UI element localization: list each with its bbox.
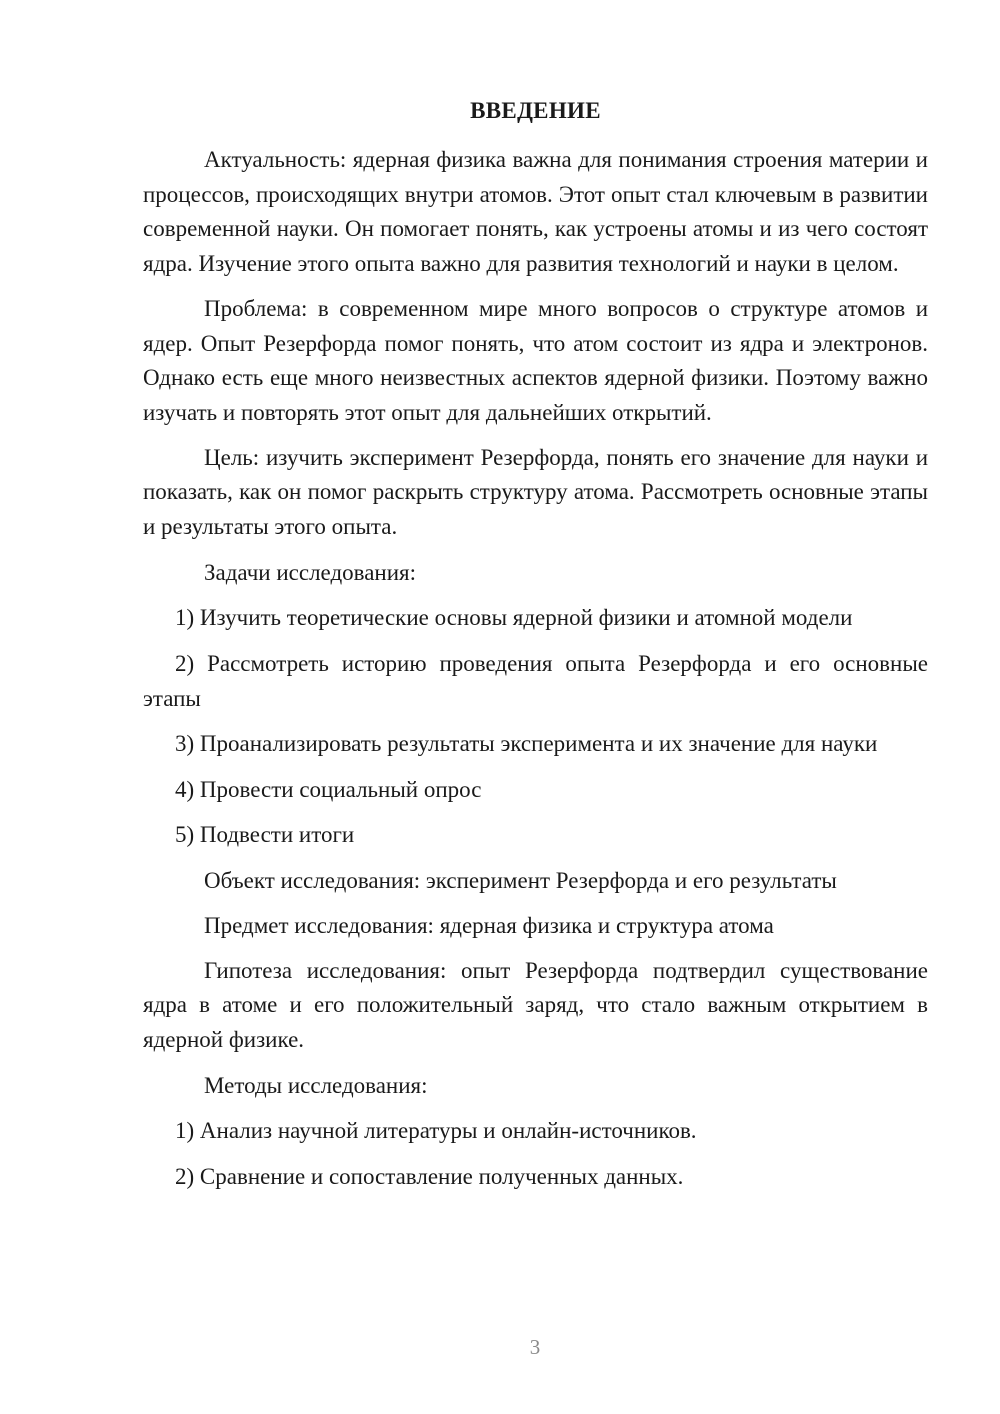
research-subject: Предмет исследования: ядерная физика и структура атома	[204, 913, 774, 939]
methods-heading: Методы исследования:	[204, 1072, 428, 1098]
research-object: Объект исследования: эксперимент Резерфорда и его результаты	[204, 867, 837, 893]
task-item-1: 1) Изучить теоретические основы ядерной физики и атомной модели	[175, 605, 853, 631]
method-item-2: 2) Сравнение и сопоставление полученных данных.	[175, 1163, 684, 1189]
problem-paragraph: Проблема: в современном мире много вопросов о структуре атомов и ядер. Опыт Резерфорда помог понять, что атом состоит из ядра и электронов. Однако есть еще много неизвестных аспектов ядерной физики. Поэтому важно изучать и повторять этот опыт для дальнейших открытий.	[143, 295, 928, 425]
relevance-paragraph: Актуальность: ядерная физика важна для понимания строения материи и процессов, происходящих внутри атомов. Этот опыт стал ключевым в развитии современной науки. Он помогает понять, как устроены атомы и из чего состоят ядра. Изучение этого опыта важно для развития технологий и науки в целом.	[143, 147, 928, 277]
method-item-1: 1) Анализ научной литературы и онлайн-источников.	[175, 1118, 697, 1144]
goal-paragraph: Цель: изучить эксперимент Резерфорда, понять его значение для науки и показать, как он помог раскрыть структуру атома. Рассмотреть основные этапы и результаты этого опыта.	[143, 444, 928, 540]
tasks-heading: Задачи исследования:	[204, 559, 417, 585]
task-item-3: 3) Проанализировать результаты эксперимента и их значение для науки	[175, 731, 878, 757]
hypothesis-paragraph: Гипотеза исследования: опыт Резерфорда подтвердил существование ядра в атоме и его положительный заряд, что стало важным открытием в ядерной физике.	[143, 957, 928, 1053]
page-number: 3	[529, 1335, 541, 1359]
page-content	[143, 96, 928, 1204]
task-item-5: 5) Подвести итоги	[175, 822, 355, 848]
task-item-4: 4) Провести социальный опрос	[175, 776, 482, 802]
page-title: ВВЕДЕНИЕ	[470, 98, 601, 123]
task-item-2: 2) Рассмотреть историю проведения опыта Резерфорда и его основные этапы	[143, 650, 928, 711]
